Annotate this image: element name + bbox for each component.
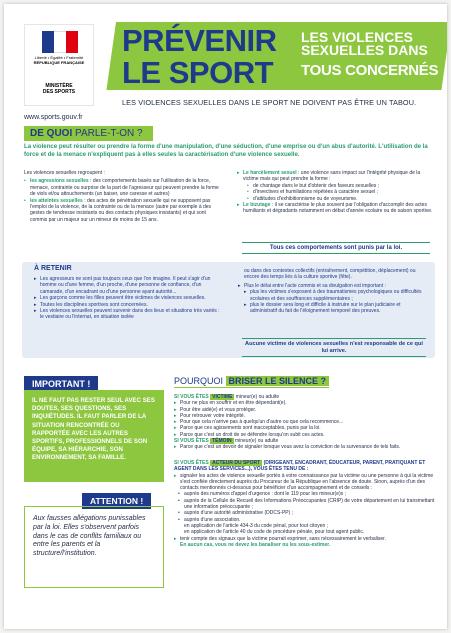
list-item: ▸ Pour être aidé(e) et vous protéger. (174, 407, 439, 413)
attention-heading: ATTENTION ! (82, 493, 151, 509)
list-item: • d'invectives et humiliations répétées à caractère sexuel ; (247, 189, 435, 195)
title-tous-concernes: TOUS CONCERNÉS (301, 62, 439, 79)
retenir-left-column (34, 276, 224, 321)
list-item: • de chantage dans le but d'obtenir des faveurs sexuelles ; (247, 183, 435, 189)
attention-box: Aux fausses allégations punissables par la loi. Elles s'observent parfois dans le cas de conflits familiaux ou entre les parents et la structure/l'institution. (24, 506, 164, 588)
list-item: • d'attitudes d'exhibitionnisme ou de voyeurisme. (247, 196, 435, 202)
list-item: ▸ Les agresseurs ne sont pas toujours ceux que l'on imagine. Il peut s'agir d'un homme ou d'une femme, d'un proche, d'une personne de confiance, d'un camarade, d'un encadrant ou d'une personne ayant autorité... (34, 276, 224, 295)
retenir-right-column: ou dans des contextes collectifs (entraînement, compétition, déplacement) ou encore des temps liés à la culture sportive (fête). ▸ Plus le délai entre l'acte commis et sa divulgation est important : ▸ plus les victimes s'exposent à des traumatismes psychologiques ou difficultés scolaires et des souffrances supplémentaires ; ▸ plus le dossier sera long et difficile à instruire sur le plan judiciaire et administratif du fait de l'éloignement temporel des preuves. (238, 268, 428, 315)
acteur-section: SI VOUS ÊTES ACTEUR DU SPORT (DIRIGEANT, ENCADRANT, ÉDUCATEUR, PARENT, PRATIQUANT ET AGENT DANS LES SERVICES...), VOUS ÊTES TENU DE : ▸ signaler les actes de violence sexuelle portés à votre connaissance par la victime ou une personne à qui la victime s'est confiée directement auprès du Procureur de la République en l'absence de doute. Sinon, auprès d'un des contacts mentionnés ci-dessous pour bénéficier d'un accompagnement et de conseils : • auprès des numéros d'appel d'urgence : dont le 119 pour les mineur(e)s ; • auprès de la Cellule de Recueil des Informations Préoccupantes (CRIP) de votre département en lui transmettant une information préoccupante ; • auprès d'une autorité administrative (DDCS-PP) ; • auprès d'une association. en application de l'article 434-3 du code pénal, pour tout citoyen ; en application de l'article 40 du code de procédure pénale, pour tout agent public. ▸ tenir compte des signaux que la victime pourrait exprimer, sans nécessairement le verbaliser. En aucun cas, vous ne devez les banaliser ou les sous-estimer. (174, 460, 439, 548)
list-item: ▸ Pour que cela n'arrive pas à quelqu'un d'autre ou que cela recommence... (174, 419, 439, 425)
title-le-sport: LE SPORT (122, 55, 274, 90)
intro-text: La violence peut résulter ou prendre la forme d'une manipulation, d'une séduction, d'une emprise ou d'un abus d'autorité. L'utilisation de la force et de la menace n'expliquent pas à elles seules la caractérisation d'une violence sexuelle. (24, 143, 428, 158)
poster-page (4, 4, 447, 629)
ministry-logo (24, 24, 94, 106)
definition-bizutage: ▸ Le bizutage : il se caractérise le plus souvent par l'obligation d'accomplir des actes humiliants et dégradants notamment en début d'année scolaire ou de saison sportive. (237, 202, 435, 215)
victime-section: SI VOUS ÊTES VICTIME mineur(e) ou adulte ▸ Pour ne plus en souffrir et en être dépendant(e). ▸ Pour être aidé(e) et vous protéger. ▸ Pour retrouver votre intégrité. ▸ Pour que cela n'arrive pas à quelqu'un d'autre ou que cela recommence... ▸ Parce que ces agissements sont inacceptables, punis par la loi. ▸ Parce que c'est un droit de se défendre lorsqu'on subit ces actes. (174, 394, 439, 438)
temoin-section: SI VOUS ÊTES TÉMOIN mineur(e) ou adulte ▸ Parce que c'est un devoir de signaler lorsque vous avez la conviction de la survenance de tels faits. (174, 438, 439, 451)
section-heading-quoi: DE QUOI PARLE-T-ON ? (24, 126, 153, 141)
definition-harcelement: ▸ Le harcèlement sexuel : une violence sans impact sur l'intégrité physique de la victime mais qui peut prendre la forme : (237, 170, 435, 183)
definition-atteintes: • les atteintes sexuelles : des actes de pénétration sexuelle qui ne supposent pas l'emploi de la violence, de la contrainte ou de la menace (autre par exemple à des gestes de tendresse insistants ou des contacts physiques insistants) et qui sont commis par un majeur sur un mineur de moins de 15 ans. (24, 198, 224, 224)
list-item: ▸ plus les victimes s'exposent à des traumatismes psychologiques ou difficultés scolaires et des souffrances supplémentaires ; (244, 289, 428, 302)
pourquoi-heading: POURQUOI BRISER LE SILENCE ? (174, 376, 329, 388)
title-violences: LES VIOLENCES SEXUELLES DANS (301, 29, 428, 58)
list-item: ▸ Les violences sexuelles peuvent survenir dans des lieux et situations très variés : le vestiaire ou l'internat, en situation isolée (34, 308, 224, 321)
title-prevenir: PRÉVENIR (122, 23, 277, 58)
punished-notice: Tous ces comportements sont punis par la loi. (242, 242, 430, 254)
list-item: ▸ plus le dossier sera long et difficile à instruire sur le plan judiciaire et administratif du fait de l'éloignement temporel des preuves. (244, 302, 428, 315)
definition-agressions: • les agressions sexuelles : des comportements basés sur l'utilisation de la force, menace, contrainte ou surprise de la part de l'agresseur qui peuvent prendre la forme de viols et/ou attouchements (un baiser, une caresse et autres) (24, 178, 224, 197)
ministry-name: MINISTÈRE DES SPORTS (42, 83, 76, 95)
list-item: ▸ Pour ne plus en souffrir et en être dépendant(e). (174, 400, 439, 406)
important-box: IL NE FAUT PAS RESTER SEUL AVEC SES DOUTES, SES QUESTIONS, SES INQUIÉTUDES. IL FAUT PARLER DE LA SITUATION RENCONTRÉE OU RAPPORTÉE AVEC LES AUTRES SPORTIFS, PROFESSIONNELS DE SON ÉQUIPE, SA HIÉRARCHIE, SON ENVIRONNEMENT, SA FAMILLE. (24, 390, 164, 482)
quoi-left-column: Les violences sexuelles regroupent : • les agressions sexuelles : des comportements basés sur l'utilisation de la force, menace, contrainte ou surprise de la part de l'agresseur qui peuvent prendre la forme de viols et/ou attouchements (un baiser, une caresse et autres) • les atteintes sexuelles : des actes de pénétration sexuelle qui ne supposent pas l'emploi de la violence, de la contrainte ou de la menace (autre par exemple à des gestes de tendresse insistants ou des contacts physiques insistants) et qui sont commis par un majeur sur un mineur de moins de 15 ans. (24, 170, 224, 223)
list-item: ▸ Parce que ces agissements sont inacceptables, punis par la loi. (174, 425, 439, 431)
final-warning: En aucun cas, vous ne devez les banaliser ou les sous-estimer. (180, 541, 331, 548)
list-item: • auprès d'une autorité administrative (DDCS-PP) ; (174, 510, 439, 516)
list-item: • auprès des numéros d'appel d'urgence : dont le 119 pour les mineur(e)s ; (174, 491, 439, 497)
marianne-logo (42, 31, 78, 53)
list-item: ▸ tenir compte des signaux que la victime pourrait exprimer, sans nécessairement le verbaliser. (174, 536, 439, 542)
list-item: ▸ Les garçons comme les filles peuvent être victimes de violences sexuelles. (34, 295, 224, 301)
list-item: ▸ Parce que c'est un droit de se défendre lorsqu'on subit ces actes. (174, 432, 439, 438)
list-item: • auprès d'une association. (174, 517, 439, 523)
website-link[interactable]: www.sports.gouv.fr (24, 114, 83, 121)
important-heading: IMPORTANT ! (24, 376, 98, 392)
retenir-title: À RETENIR (34, 265, 72, 272)
retenir-box (22, 262, 435, 358)
quoi-right-column (237, 170, 435, 215)
list-item: ▸ signaler les actes de violence sexuelle portés à votre connaissance par la victime ou une personne à qui la victime s'est confiée directement auprès du Procureur de la République en l'absence de doute. Sinon, auprès d'un des contacts mentionnés ci-dessous pour bénéficier d'un accompagnement et de conseils : (174, 473, 439, 492)
list-item: ▸ Pour retrouver votre intégrité. (174, 413, 439, 419)
list-item: ▸ Plus le délai entre l'acte commis et sa divulgation est important : (238, 283, 428, 289)
list-item: • auprès de la Cellule de Recueil des Informations Préoccupantes (CRIP) de votre département en lui transmettant une information préoccupante ; (174, 498, 439, 511)
list-item: ▸ Parce que c'est un devoir de signaler lorsque vous avez la conviction de la survenance de tels faits. (174, 444, 439, 450)
republique-text: Liberté • Égalité • Fraternité RÉPUBLIQUE FRANÇAISE (33, 55, 85, 65)
subtitle: LES VIOLENCES SEXUELLES DANS LE SPORT NE DOIVENT PAS ÊTRE UN TABOU. (122, 98, 417, 107)
responsibility-notice: Aucune victime de violences sexuelles n'est responsable de ce qui lui arrive. (242, 338, 426, 357)
list-item: ▸ Toutes les disciplines sportives sont concernées. (34, 302, 224, 308)
